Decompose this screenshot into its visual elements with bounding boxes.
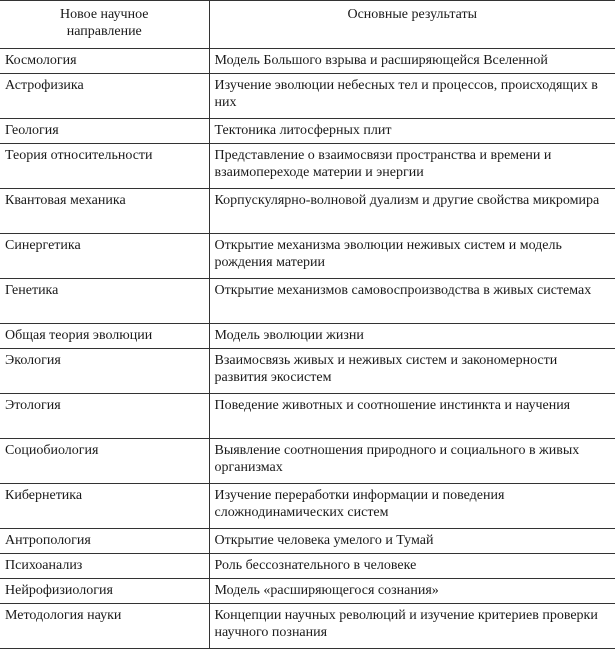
direction-cell: Космология: [0, 49, 209, 74]
header-results: Основные результаты: [209, 1, 615, 49]
direction-cell: Социобиология: [0, 439, 209, 484]
direction-cell: Психоанализ: [0, 554, 209, 579]
direction-cell: Генетика: [0, 279, 209, 324]
result-cell: Изучение переработки информации и поведения сложнодинамических систем: [209, 484, 615, 529]
direction-cell: Нейрофизиология: [0, 579, 209, 604]
direction-cell: Общая теория эволюции: [0, 324, 209, 349]
direction-cell: Синергетика: [0, 234, 209, 279]
result-cell: Роль бессознательного в человеке: [209, 554, 615, 579]
table-row: [0, 484, 615, 529]
result-cell: Модель эволюции жизни: [209, 324, 615, 349]
table-row: [0, 579, 615, 604]
header-direction: [0, 1, 209, 49]
table-row: [0, 279, 615, 324]
result-cell: Открытие человека умелого и Тумай: [209, 529, 615, 554]
header-direction-line1: Новое научное: [60, 7, 149, 22]
table-row: [0, 189, 615, 234]
table-row: [0, 74, 615, 119]
result-cell: Открытие механизмов самовоспроизводства в живых системах: [209, 279, 615, 324]
result-cell: Концепции научных революций и изучение критериев проверки научного познания: [209, 604, 615, 649]
result-cell: Модель Большого взрыва и расширяющейся Вселенной: [209, 49, 615, 74]
direction-cell: Методология науки: [0, 604, 209, 649]
table-row: [0, 144, 615, 189]
table-row: [0, 439, 615, 484]
table-row: [0, 324, 615, 349]
result-cell: Корпускулярно-волновой дуализм и другие свойства микромира: [209, 189, 615, 234]
result-cell: Модель «расширяющегося сознания»: [209, 579, 615, 604]
direction-cell: Экология: [0, 349, 209, 394]
table-row: [0, 394, 615, 439]
result-cell: Взаимосвязь живых и неживых систем и закономерности развития экосистем: [209, 349, 615, 394]
table-row: [0, 119, 615, 144]
header-direction-line2: направление: [66, 24, 142, 39]
table-row: [0, 349, 615, 394]
table-row: [0, 529, 615, 554]
table-row: [0, 49, 615, 74]
direction-cell: Кибернетика: [0, 484, 209, 529]
table-row: [0, 604, 615, 649]
direction-cell: Астрофизика: [0, 74, 209, 119]
direction-cell: Этология: [0, 394, 209, 439]
direction-cell: Квантовая механика: [0, 189, 209, 234]
result-cell: Выявление соотношения природного и социального в живых организмах: [209, 439, 615, 484]
table-row: [0, 554, 615, 579]
direction-cell: Антропология: [0, 529, 209, 554]
result-cell: Тектоника литосферных плит: [209, 119, 615, 144]
result-cell: Изучение эволюции небесных тел и процессов, происходящих в них: [209, 74, 615, 119]
table-row: [0, 234, 615, 279]
direction-cell: Теория относительности: [0, 144, 209, 189]
direction-cell: Геология: [0, 119, 209, 144]
table-header: [0, 1, 615, 49]
result-cell: Открытие механизма эволюции неживых систем и модель рождения материи: [209, 234, 615, 279]
result-cell: Представление о взаимосвязи пространства и времени и взаимопереходе материи и энергии: [209, 144, 615, 189]
result-cell: Поведение животных и соотношение инстинкта и научения: [209, 394, 615, 439]
